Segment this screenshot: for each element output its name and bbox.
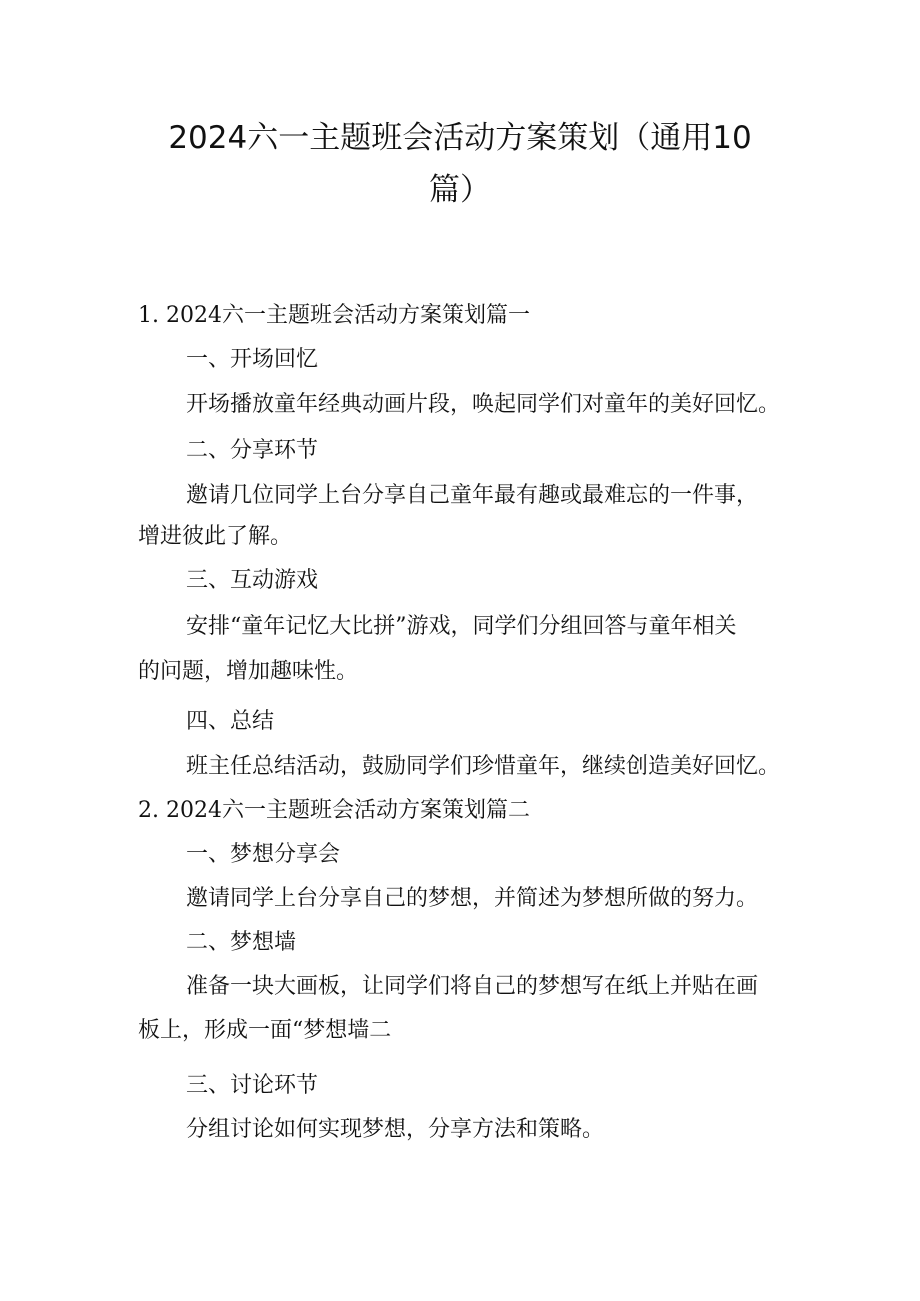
section-2-heading: 2. 2024六一主题班会活动方案策划篇二 — [138, 798, 530, 823]
title-line-1: 2024六一主题班会活动方案策划（通用10 — [168, 120, 752, 156]
section-1-paragraph-4: 班主任总结活动，鼓励同学们珍惜童年，继续创造美好回忆。 — [186, 754, 781, 779]
document-title — [150, 112, 770, 216]
section-1-paragraph-3-line-1: 安排“童年记忆大比拼”游戏，同学们分组回答与童年相关 — [186, 614, 737, 639]
section-2-paragraph-2-line-2: 板上，形成一面“梦想墙二 — [138, 1018, 392, 1043]
section-2-subheading-3: 三、讨论环节 — [186, 1073, 319, 1098]
section-1-subheading-4: 四、总结 — [186, 709, 275, 734]
section-1-paragraph-3-line-2: 的问题，增加趣味性。 — [138, 659, 359, 684]
section-2-paragraph-1: 邀请同学上台分享自己的梦想，并简述为梦想所做的努力。 — [186, 886, 759, 911]
title-line-2: 篇） — [429, 172, 491, 208]
section-1-subheading-3: 三、互动游戏 — [186, 568, 319, 593]
section-2-paragraph-2-line-1: 准备一块大画板，让同学们将自己的梦想写在纸上并贴在画 — [186, 974, 759, 999]
section-1-paragraph-1: 开场播放童年经典动画片段，唤起同学们对童年的美好回忆。 — [186, 392, 781, 417]
section-2-subheading-2: 二、梦想墙 — [186, 930, 297, 955]
section-2-paragraph-3: 分组讨论如何实现梦想，分享方法和策略。 — [186, 1117, 605, 1142]
section-1-paragraph-2-line-1: 邀请几位同学上台分享自己童年最有趣或最难忘的一件事， — [186, 483, 759, 508]
section-1-paragraph-2-line-2: 增进彼此了解。 — [138, 524, 293, 549]
section-1-subheading-2: 二、分享环节 — [186, 438, 319, 463]
section-2-subheading-1: 一、梦想分享会 — [186, 842, 341, 867]
section-1-heading: 1. 2024六一主题班会活动方案策划篇一 — [138, 303, 530, 328]
section-1-subheading-1: 一、开场回忆 — [186, 347, 319, 372]
